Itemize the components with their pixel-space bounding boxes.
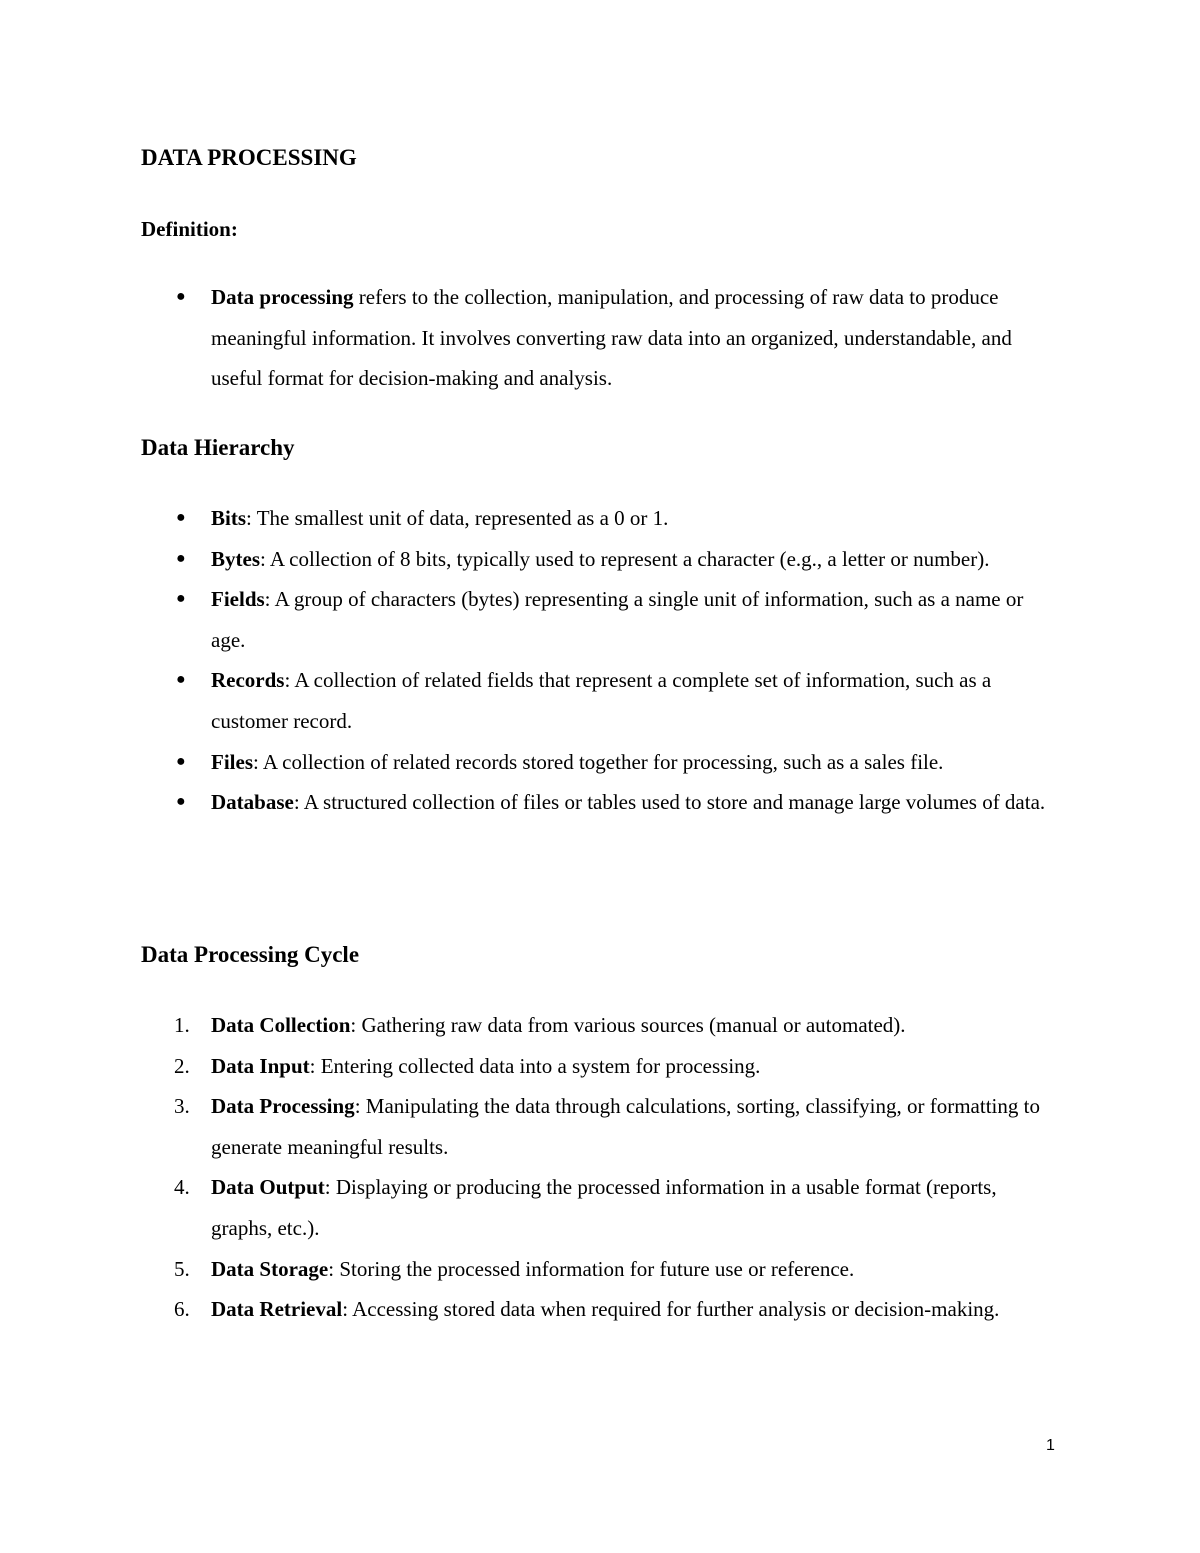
cycle-text: : Gathering raw data from various sources (manual or automated).	[350, 1013, 906, 1037]
cycle-item-processing	[0, 1086, 1051, 1167]
bullet-icon: ●	[176, 549, 186, 567]
list-number: 5.	[174, 1256, 190, 1281]
bullet-icon: ●	[176, 793, 186, 811]
definition-list	[0, 277, 1200, 399]
definition-term: Data processing	[211, 285, 354, 309]
hierarchy-text: : A collection of related fields that represent a complete set of information, such as a customer record.	[211, 668, 992, 733]
list-number: 1.	[174, 1013, 190, 1037]
bullet-icon: ●	[176, 752, 186, 770]
list-number: 4.	[174, 1175, 190, 1200]
cycle-item-input	[0, 1046, 1051, 1087]
cycle-term: Data Retrieval	[211, 1297, 343, 1322]
cycle-term: Data Storage	[211, 1256, 329, 1281]
hierarchy-term: Database	[211, 790, 294, 815]
bullet-icon: ●	[176, 671, 186, 689]
hierarchy-item-records	[0, 660, 1051, 741]
hierarchy-heading: Data Hierarchy	[141, 435, 295, 460]
cycle-text: : Entering collected data into a system for processing.	[309, 1053, 761, 1078]
cycle-heading: Data Processing Cycle	[141, 942, 360, 967]
cycle-item-collection	[0, 1005, 1051, 1046]
cycle-item-output	[0, 1167, 1051, 1248]
document-title: DATA PROCESSING	[141, 145, 357, 170]
hierarchy-item-fields	[0, 579, 1051, 660]
cycle-text: : Storing the processed information for future use or reference.	[328, 1256, 855, 1281]
definition-label: Definition:	[141, 217, 238, 241]
definition-text: refers to the collection, manipulation, and processing of raw data to produce meaningful information. It involves converting raw data into an organized, understandable, and useful format for decision-making and analysis.	[211, 285, 1012, 391]
hierarchy-term: Records	[211, 668, 285, 693]
cycle-term: Data Input	[211, 1053, 310, 1078]
list-number: 2.	[174, 1053, 190, 1078]
list-number: 3.	[174, 1094, 190, 1119]
hierarchy-term: Bits	[211, 506, 247, 530]
cycle-text: : Accessing stored data when required for further analysis or decision-making.	[342, 1297, 1000, 1322]
bullet-icon: ●	[176, 288, 186, 305]
hierarchy-item-files	[0, 742, 1051, 783]
cycle-text: : Displaying or producing the processed information in a usable format (reports, graphs, etc.).	[211, 1175, 997, 1240]
hierarchy-list	[0, 498, 1200, 823]
cycle-text: : Manipulating the data through calculations, sorting, classifying, or formatting to generate meaningful results.	[211, 1094, 1040, 1159]
definition-item	[0, 277, 1051, 399]
cycle-term: Data Processing	[211, 1094, 355, 1119]
cycle-term: Data Output	[211, 1175, 325, 1200]
cycle-term: Data Collection	[211, 1013, 351, 1037]
bullet-icon: ●	[176, 590, 186, 608]
hierarchy-term: Bytes	[211, 546, 260, 571]
hierarchy-item-bits	[0, 498, 1051, 539]
bullet-icon: ●	[176, 509, 186, 526]
hierarchy-text: : A group of characters (bytes) representing a single unit of information, such as a name or age.	[211, 587, 1024, 652]
hierarchy-item-bytes	[0, 539, 1051, 580]
hierarchy-term: Fields	[211, 587, 265, 612]
hierarchy-text: : The smallest unit of data, represented as a 0 or 1.	[246, 506, 669, 530]
cycle-item-retrieval	[0, 1289, 1051, 1330]
hierarchy-text: : A collection of related records stored together for processing, such as a sales file.	[253, 749, 944, 774]
hierarchy-item-database	[0, 782, 1051, 823]
page-number: 1	[1046, 1437, 1055, 1454]
hierarchy-text: : A collection of 8 bits, typically used to represent a character (e.g., a letter or number).	[260, 546, 990, 571]
cycle-item-storage	[0, 1249, 1051, 1290]
hierarchy-term: Files	[211, 749, 253, 774]
hierarchy-text: : A structured collection of files or tables used to store and manage large volumes of data.	[293, 790, 1046, 815]
list-number: 6.	[174, 1297, 190, 1322]
cycle-list	[0, 1005, 1200, 1330]
